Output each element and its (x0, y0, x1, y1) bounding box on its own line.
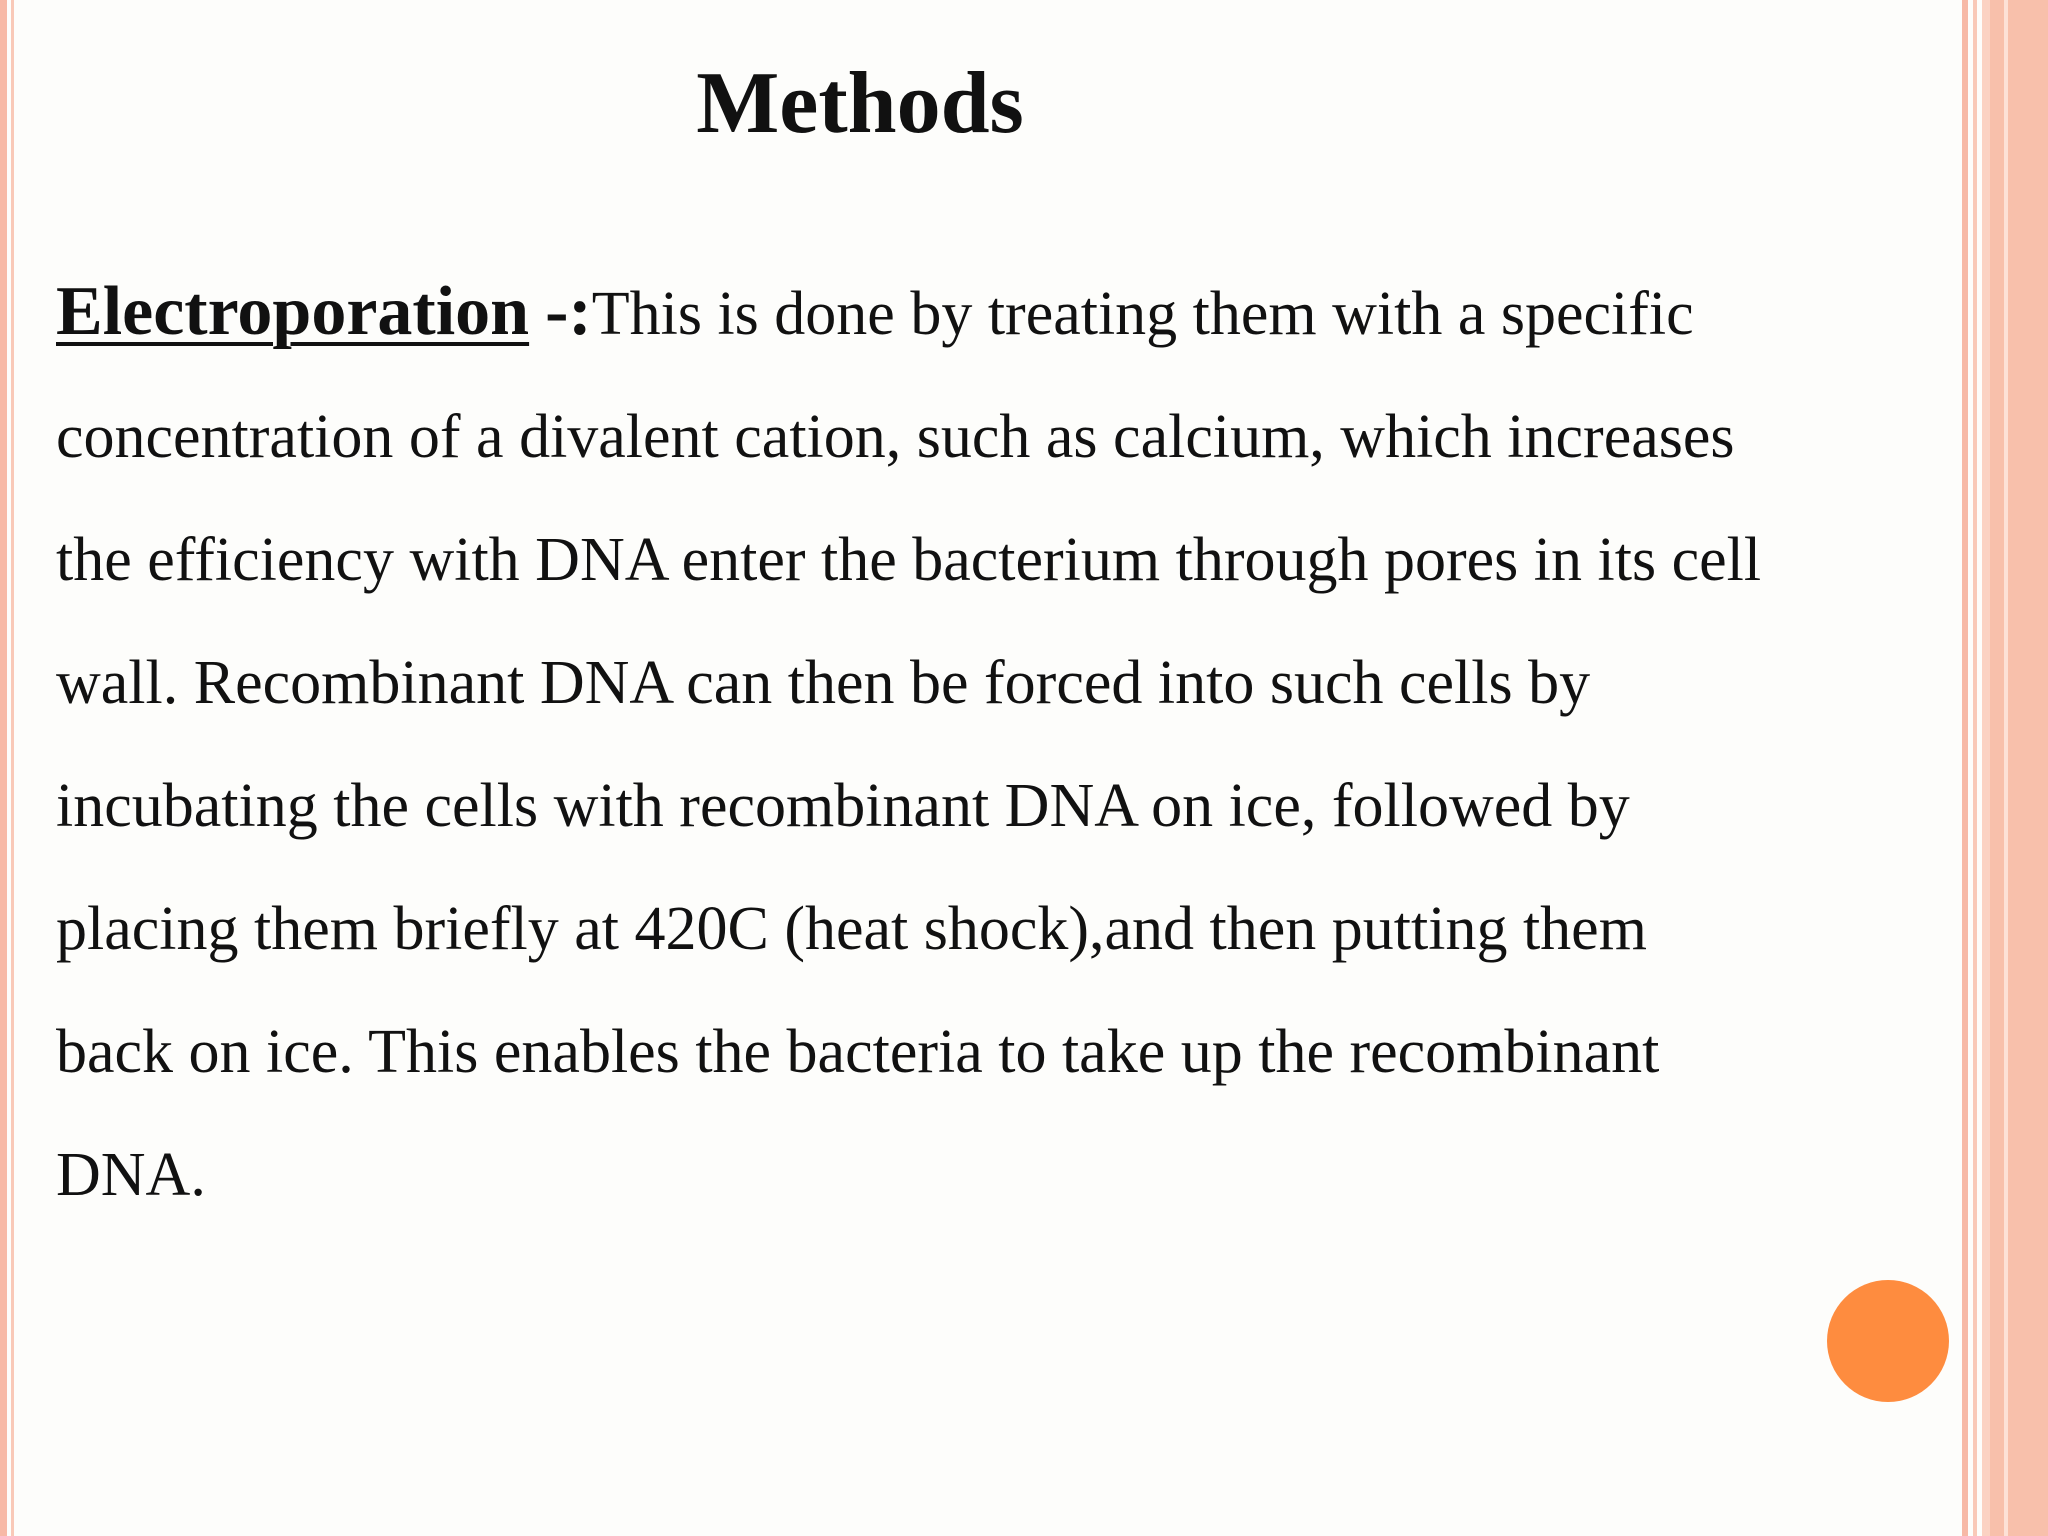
body-line-first (56, 250, 1986, 376)
body-line: placing them briefly at 420C (heat shock),and then putting them (56, 895, 1647, 963)
body-line: DNA. (56, 1141, 206, 1209)
body-line: This is done by treating them with a specific (591, 280, 1694, 348)
term-heading: Electroporation (56, 273, 530, 350)
right-frame-band-highlight (2004, 0, 2008, 1536)
term-separator: -: (545, 273, 592, 350)
orange-circle-decoration (1827, 1280, 1949, 1402)
right-frame-band (1990, 0, 2048, 1536)
body-line: the efficiency with DNA enter the bacterium through pores in its cell (56, 526, 1762, 594)
slide-body (56, 250, 1986, 1237)
body-line: wall. Recombinant DNA can then be forced into such cells by (56, 649, 1591, 717)
left-frame-stripe-inner (11, 0, 14, 1536)
body-line: concentration of a divalent cation, such as calcium, which increases (56, 403, 1735, 471)
slide-title: Methods (696, 55, 1024, 152)
body-line: incubating the cells with recombinant DNA on ice, followed by (56, 772, 1630, 840)
body-line: back on ice. This enables the bacteria to take up the recombinant (56, 1018, 1660, 1086)
left-frame-stripe (0, 0, 7, 1536)
